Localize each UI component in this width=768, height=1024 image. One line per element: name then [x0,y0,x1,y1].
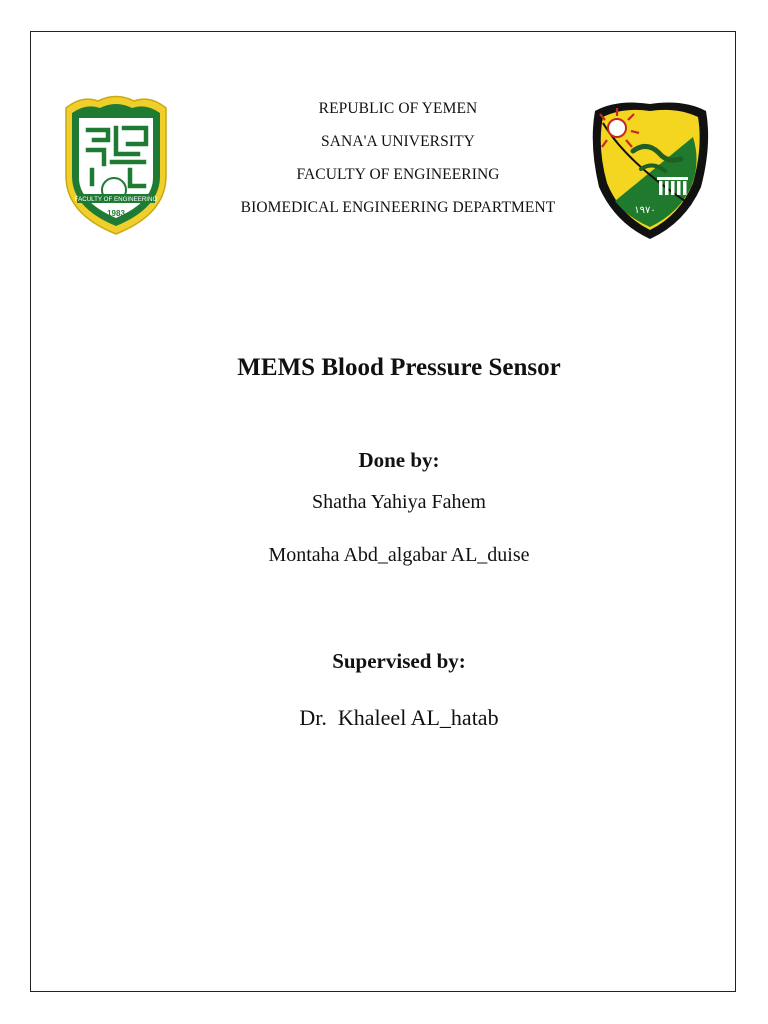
faculty-name: FACULTY OF ENGINEERING [296,166,500,183]
university-logo [587,93,714,241]
supervised-by-heading: Supervised by: [332,649,466,673]
supervisor-name: Dr. Khaleel AL_hatab [299,705,499,730]
author-name: Shatha Yahiya Fahem [312,491,486,513]
faculty-logo [58,92,174,238]
institution-header [200,92,596,224]
faculty-crest-icon [58,92,174,238]
country-name: REPUBLIC OF YEMEN [318,100,478,117]
document-title: MEMS Blood Pressure Sensor [237,354,561,381]
faculty-logo-year: 1983 [107,209,125,218]
done-by-heading: Done by: [358,448,440,472]
university-crest-icon [587,93,714,241]
university-logo-year: ١٩٧٠ [634,205,656,216]
author-name: Montaha Abd_algabar AL_duise [268,544,530,566]
faculty-logo-label: FACULTY OF ENGINEERING [74,196,158,203]
university-name: SANA'A UNIVERSITY [321,133,475,150]
department-name: BIOMEDICAL ENGINEERING DEPARTMENT [240,199,556,216]
